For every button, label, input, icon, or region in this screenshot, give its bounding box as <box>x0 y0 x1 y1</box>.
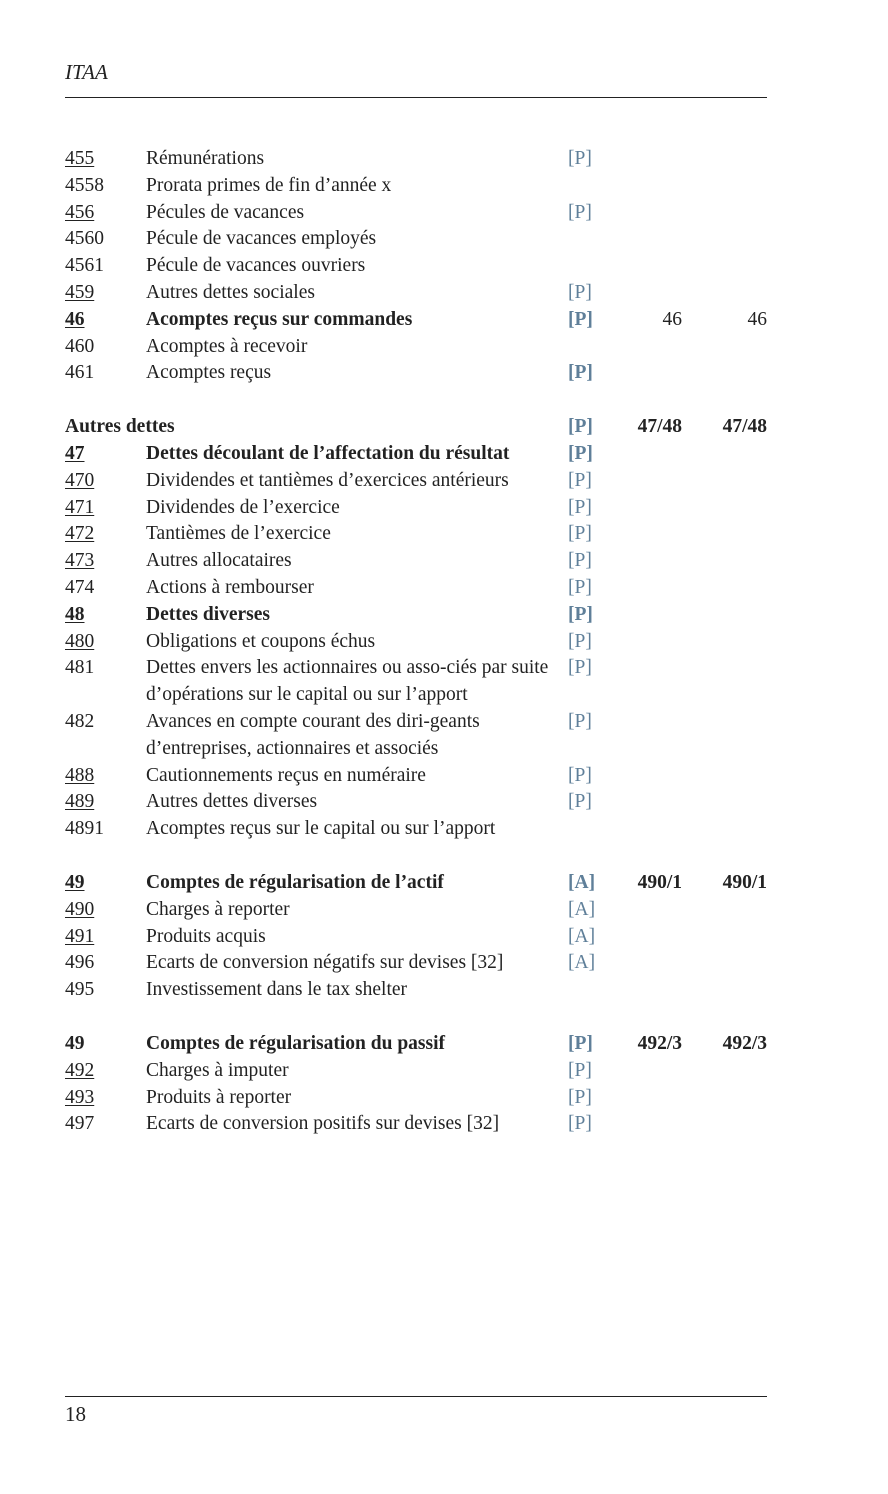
account-row <box>65 629 767 656</box>
balance-ref-col2: 490/1 <box>722 871 767 893</box>
account-label: Dividendes et tantièmes d’exercices antérieurs <box>146 469 509 491</box>
account-label: Actions à rembourser <box>146 576 314 598</box>
account-number: 490 <box>65 898 95 920</box>
account-row <box>65 200 767 227</box>
header-rule <box>65 97 767 98</box>
account-label: Charges à imputer <box>146 1059 289 1081</box>
balance-side-tag: [P] <box>568 576 592 598</box>
account-row <box>65 280 767 307</box>
balance-ref-col2: 47/48 <box>722 416 767 438</box>
balance-side-tag: [P] <box>568 791 592 813</box>
account-number: 47 <box>65 442 85 464</box>
account-row <box>65 897 767 924</box>
balance-side-tag: [P] <box>568 362 593 384</box>
account-number: 482 <box>65 710 95 732</box>
account-row <box>65 602 767 629</box>
balance-side-tag: [P] <box>568 550 592 572</box>
account-number: 493 <box>65 1086 95 1108</box>
account-number: 471 <box>65 496 95 518</box>
account-label: Avances en compte courant des diri-geants d’entreprises, actionnaires et associés <box>146 710 480 759</box>
account-label: Obligations et coupons échus <box>146 630 376 652</box>
account-number: 456 <box>65 201 95 223</box>
section-gap <box>65 1004 767 1031</box>
balance-side-tag: [P] <box>568 308 593 330</box>
account-number: 489 <box>65 791 95 813</box>
account-number: 470 <box>65 469 95 491</box>
balance-side-tag: [P] <box>568 657 592 679</box>
account-row <box>65 173 767 200</box>
balance-side-tag: [P] <box>568 469 592 491</box>
account-number: 49 <box>65 871 85 893</box>
account-row <box>65 253 767 280</box>
account-row <box>65 441 767 468</box>
account-row <box>65 655 767 709</box>
account-number: 497 <box>65 1113 95 1135</box>
account-number: 49 <box>65 1032 85 1054</box>
account-number: 4558 <box>65 174 104 196</box>
account-row <box>65 816 767 843</box>
account-row <box>65 360 767 387</box>
footer-rule <box>65 1396 767 1397</box>
balance-side-tag: [P] <box>568 1113 592 1135</box>
running-header: ITAA <box>65 60 108 84</box>
section-heading-row <box>65 414 767 441</box>
account-label: Produits acquis <box>146 925 266 947</box>
account-row <box>65 468 767 495</box>
account-list <box>65 146 767 1138</box>
account-number: 4891 <box>65 818 104 840</box>
balance-side-tag: [P] <box>568 281 592 303</box>
account-label: Comptes de régularisation du passif <box>146 1032 446 1054</box>
section-gap <box>65 387 767 414</box>
account-row <box>65 950 767 977</box>
balance-side-tag: [P] <box>568 1086 592 1108</box>
account-row <box>65 226 767 253</box>
balance-side-tag: [P] <box>568 1059 592 1081</box>
account-number: 48 <box>65 603 85 625</box>
balance-ref-col1: 492/3 <box>637 1032 682 1054</box>
balance-side-tag: [A] <box>568 925 596 947</box>
account-row <box>65 1031 767 1058</box>
balance-side-tag: [P] <box>568 1032 593 1054</box>
account-label: Acomptes reçus <box>146 362 272 384</box>
account-label: Dettes diverses <box>146 603 270 625</box>
account-number: 481 <box>65 657 95 679</box>
page-number: 18 <box>65 1402 86 1426</box>
account-label: Pécule de vacances employés <box>146 228 377 250</box>
account-number: 4560 <box>65 228 104 250</box>
account-number: 480 <box>65 630 95 652</box>
account-label: Acomptes reçus sur commandes <box>146 308 413 330</box>
account-label: Dettes découlant de l’affectation du résultat <box>146 442 510 464</box>
account-label: Dettes envers les actionnaires ou asso-ciés par suite d’opérations sur le capital ou sur l’apport <box>146 657 549 706</box>
account-row <box>65 575 767 602</box>
balance-side-tag: [P] <box>568 523 592 545</box>
balance-ref-col2: 46 <box>747 308 767 330</box>
balance-side-tag: [A] <box>568 898 596 920</box>
account-label: Produits à reporter <box>146 1086 292 1108</box>
balance-ref-col1: 47/48 <box>637 416 682 438</box>
account-row <box>65 334 767 361</box>
account-label: Charges à reporter <box>146 898 290 920</box>
balance-side-tag: [A] <box>568 871 596 893</box>
account-label: Prorata primes de fin d’année x <box>146 174 392 196</box>
account-label: Autres allocataires <box>146 550 292 572</box>
section-gap <box>65 843 767 870</box>
account-label: Cautionnements reçus en numéraire <box>146 764 426 786</box>
balance-ref-col1: 46 <box>662 308 682 330</box>
account-number: 46 <box>65 308 85 330</box>
account-number: 4561 <box>65 255 104 277</box>
section-heading: Autres dettes <box>65 416 175 438</box>
account-label: Rémunérations <box>146 148 265 169</box>
account-label: Ecarts de conversion négatifs sur devises [32] <box>146 952 504 974</box>
account-label: Ecarts de conversion positifs sur devises [32] <box>146 1113 500 1135</box>
account-label: Investissement dans le tax shelter <box>146 979 408 1001</box>
account-row <box>65 1111 767 1138</box>
account-number: 473 <box>65 550 95 572</box>
account-row <box>65 495 767 522</box>
account-number: 472 <box>65 523 95 545</box>
balance-side-tag: [P] <box>568 416 593 438</box>
account-label: Acomptes reçus sur le capital ou sur l’apport <box>146 818 496 840</box>
account-row <box>65 763 767 790</box>
account-number: 495 <box>65 979 95 1001</box>
account-row <box>65 146 767 173</box>
account-label: Acomptes à recevoir <box>146 335 308 357</box>
account-number: 491 <box>65 925 95 947</box>
account-number: 488 <box>65 764 95 786</box>
account-label: Dividendes de l’exercice <box>146 496 340 518</box>
account-label: Comptes de régularisation de l’actif <box>146 871 444 893</box>
account-number: 496 <box>65 952 95 974</box>
account-number: 459 <box>65 281 95 303</box>
account-row <box>65 789 767 816</box>
account-number: 455 <box>65 148 95 169</box>
account-row <box>65 1085 767 1112</box>
account-row <box>65 924 767 951</box>
account-label: Autres dettes sociales <box>146 281 315 303</box>
balance-side-tag: [P] <box>568 496 592 518</box>
balance-side-tag: [P] <box>568 603 593 625</box>
account-number: 461 <box>65 362 95 384</box>
balance-side-tag: [P] <box>568 148 592 169</box>
balance-side-tag: [A] <box>568 952 596 974</box>
balance-side-tag: [P] <box>568 764 592 786</box>
account-label: Pécule de vacances ouvriers <box>146 255 366 277</box>
account-row <box>65 548 767 575</box>
account-row <box>65 870 767 897</box>
account-label: Tantièmes de l’exercice <box>146 523 331 545</box>
account-number: 474 <box>65 576 95 598</box>
account-row <box>65 1058 767 1085</box>
balance-side-tag: [P] <box>568 630 592 652</box>
balance-ref-col2: 492/3 <box>722 1032 767 1054</box>
account-number: 492 <box>65 1059 95 1081</box>
balance-ref-col1: 490/1 <box>637 871 682 893</box>
account-row <box>65 709 767 763</box>
account-number: 460 <box>65 335 95 357</box>
account-row <box>65 977 767 1004</box>
account-row <box>65 521 767 548</box>
balance-side-tag: [P] <box>568 710 592 732</box>
balance-side-tag: [P] <box>568 442 593 464</box>
account-label: Autres dettes diverses <box>146 791 318 813</box>
account-row <box>65 307 767 334</box>
balance-side-tag: [P] <box>568 201 592 223</box>
account-label: Pécules de vacances <box>146 201 305 223</box>
